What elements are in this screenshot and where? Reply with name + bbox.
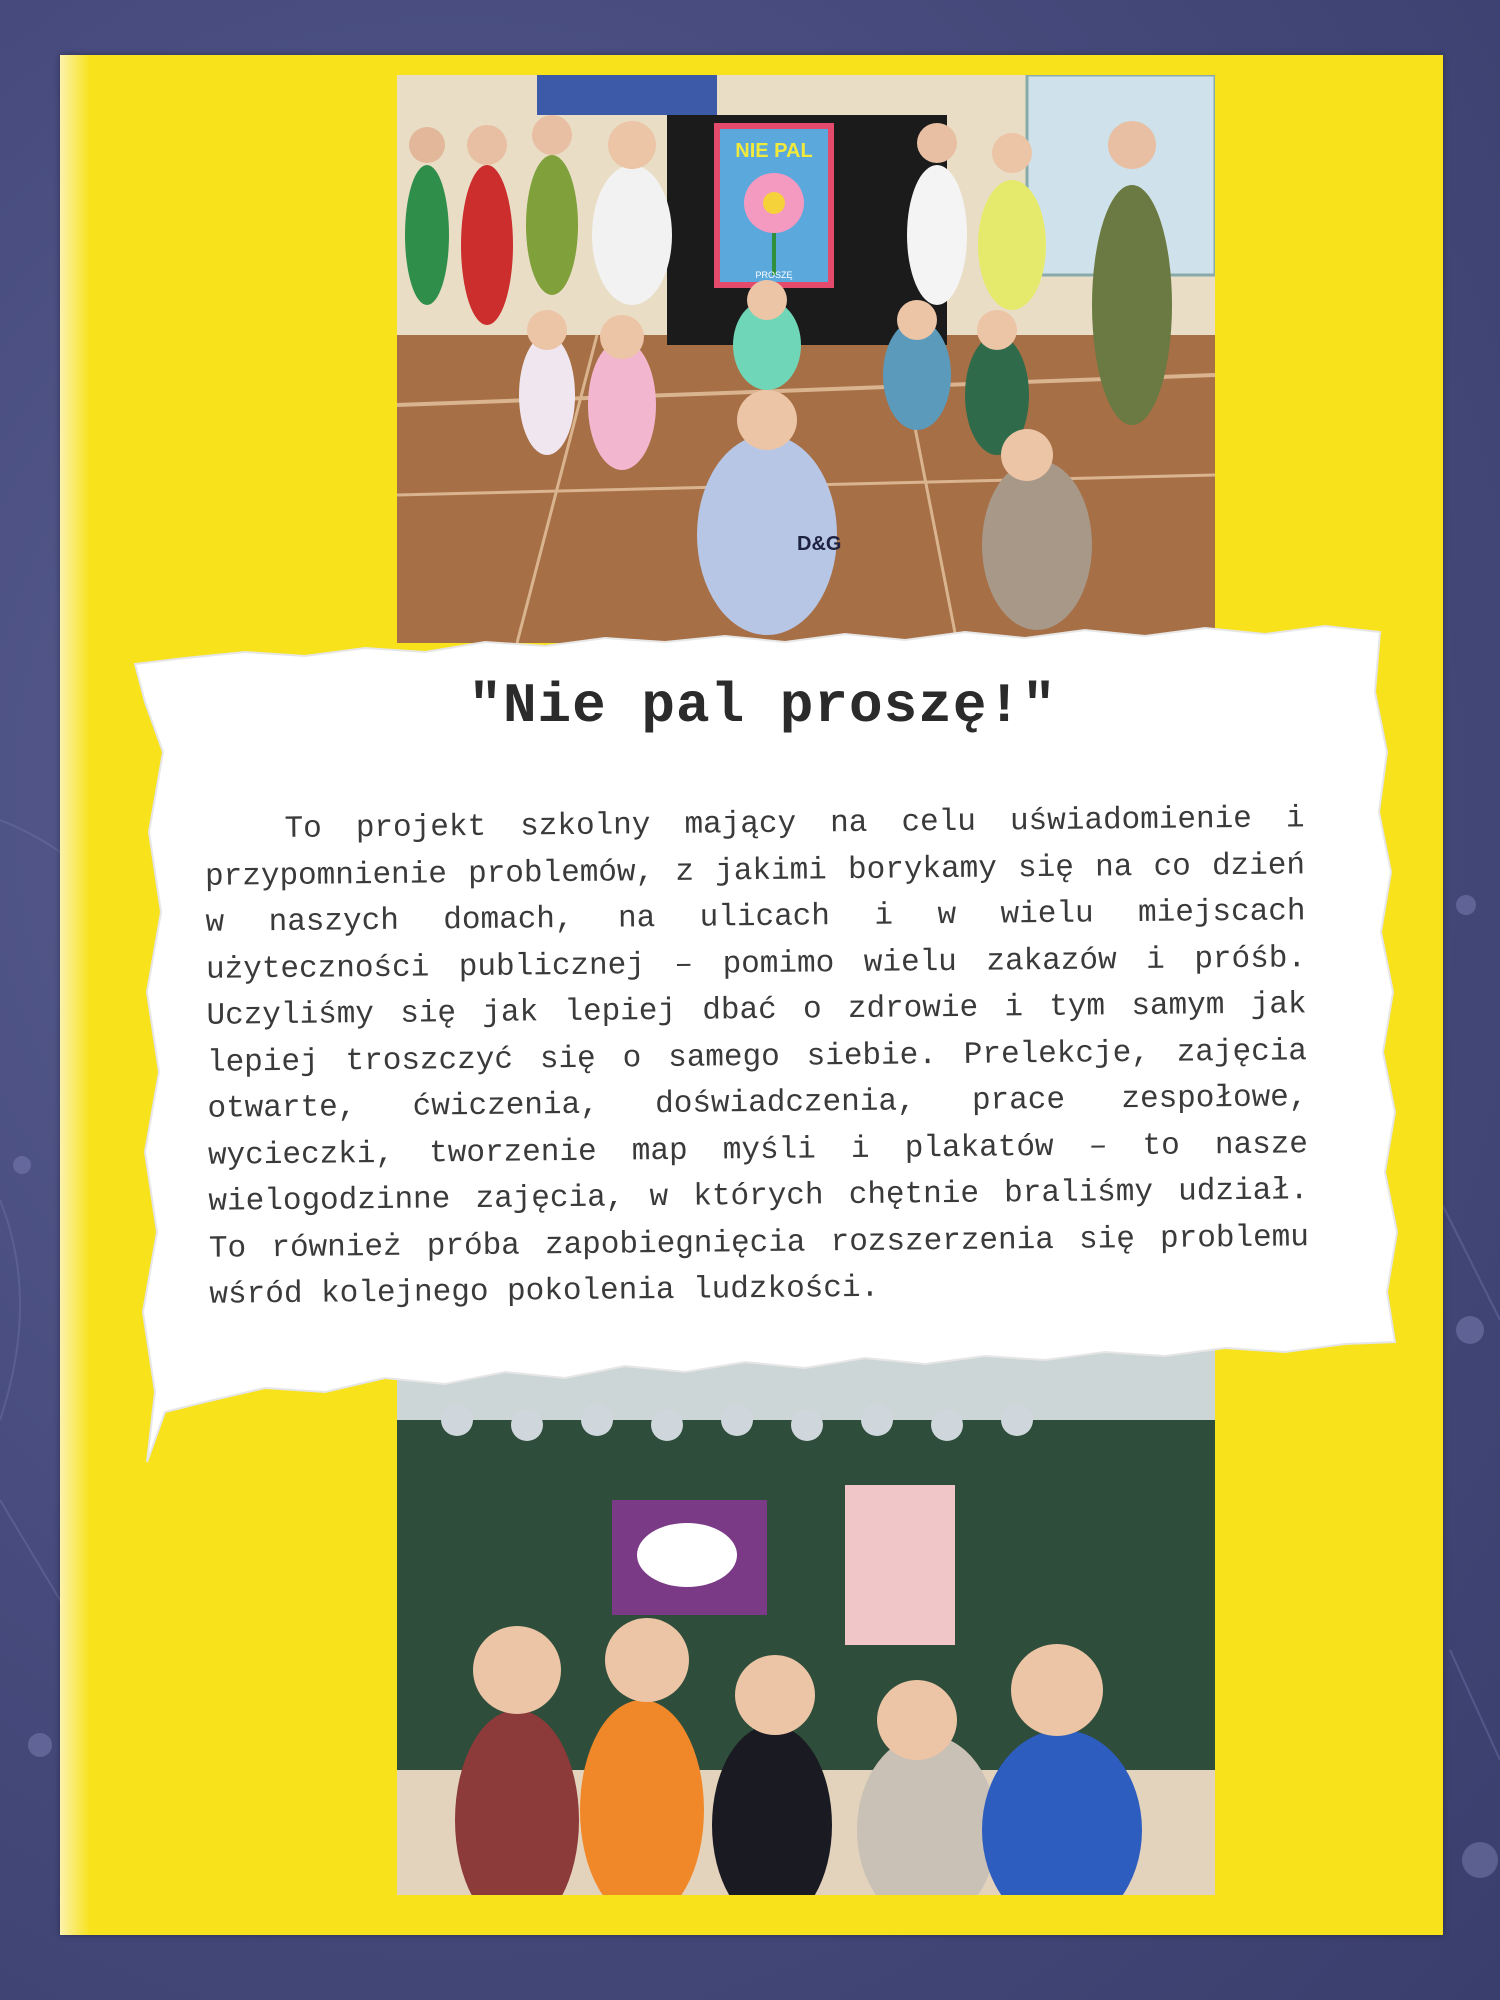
torn-paper-note — [125, 612, 1400, 1472]
paper-highlight — [60, 55, 90, 1935]
poster-subtitle: PROSZĘ — [755, 270, 793, 280]
photo-children-with-poster — [397, 75, 1215, 643]
shirt-text: D&G — [797, 533, 842, 555]
note-title: "Nie pal proszę!" — [468, 674, 1057, 738]
nie-pal-poster — [714, 123, 834, 288]
poster-title: NIE PAL — [735, 140, 813, 162]
note-body-text: To projekt szkolny mający na celu uświadomienie i przypomnienie problemów, z jakimi borykamy się na co dzień w naszych domach, na ulicach i w wielu miejscach użyteczności publicznej – pomimo wielu zakazów i próśb. Uczyliśmy się jak lepiej dbać o zdrowie i tym samym jak lepiej troszczyć się o samego siebie. Prelekcje, zajęcia otwarte, ćwiczenia, doświadczenia, prace zespołowe, wycieczki, tworzenie map myśli i plakatów – to nasze wielogodzinne zajęcia, w których chętnie braliśmy udział. To również próba zapobiegnięcia rozszerzenia się problemu wśród kolejnego pokolenia ludzkości. — [204, 801, 1310, 1313]
